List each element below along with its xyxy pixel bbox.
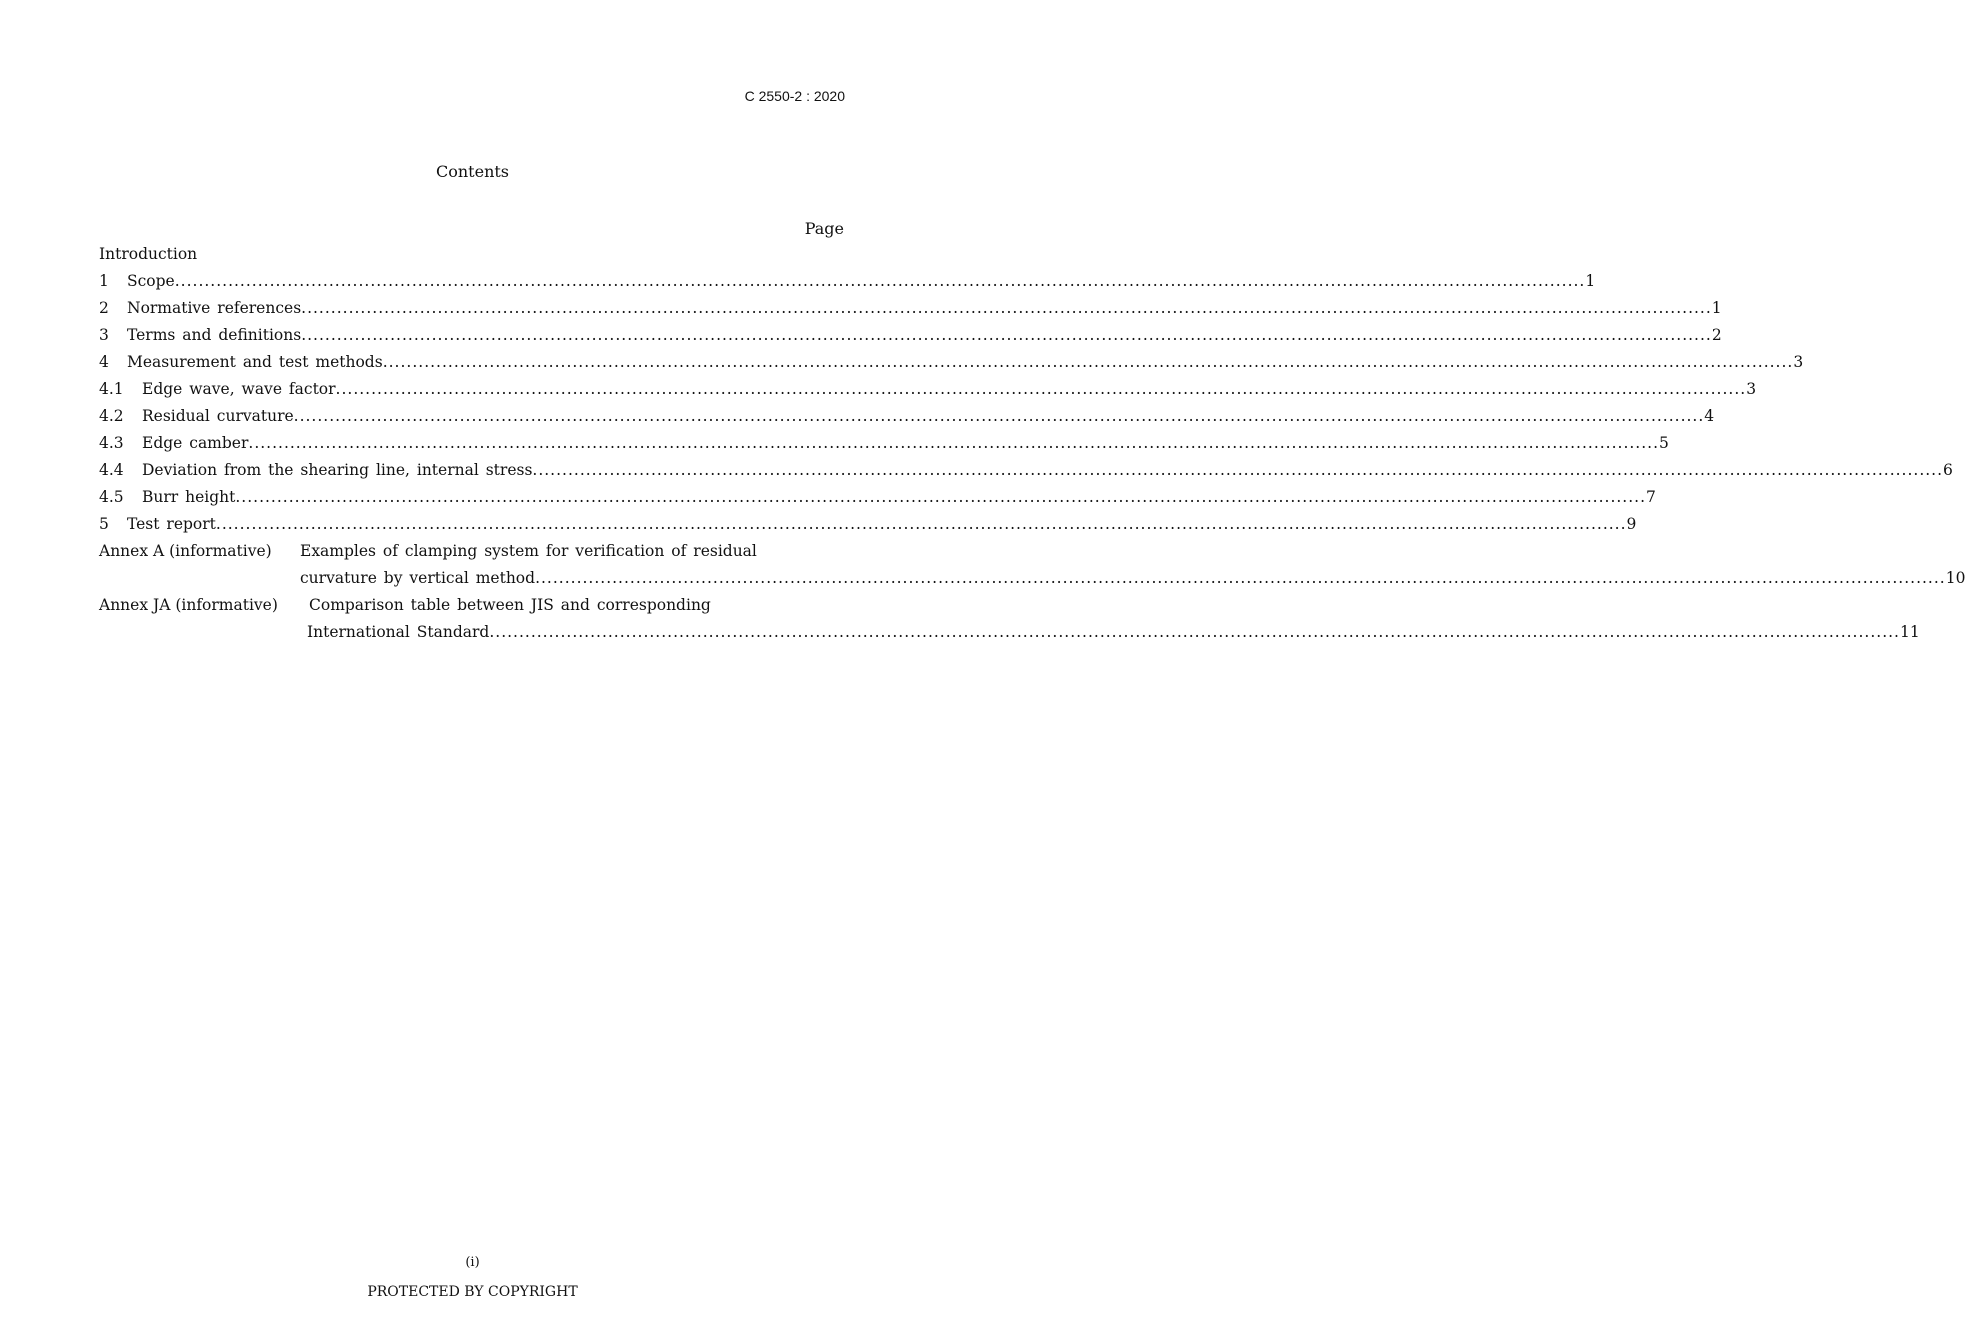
annex-title-line1: Examples of clamping system for verification of residual	[300, 542, 757, 560]
toc-number: 4.2	[99, 407, 124, 425]
toc-title: Measurement and test methods	[127, 353, 383, 371]
annex-name: Annex JA (informative)	[99, 596, 278, 614]
toc-entry[interactable]	[99, 322, 1722, 349]
toc-page: 3	[1746, 380, 1757, 398]
toc-page: 2	[1711, 326, 1722, 344]
toc-leader: ..............................................................................................................................................................................................................................................	[382, 353, 1794, 371]
toc-title: Deviation from the shearing line, internal stress	[142, 461, 533, 479]
annex-name: Annex A (informative)	[99, 542, 272, 560]
toc-leader: ..............................................................................................................................................................................................................................................	[174, 272, 1586, 290]
toc-page: 7	[1646, 488, 1656, 506]
toc-page: 10	[1945, 569, 1965, 587]
page-column-label: Page	[804, 219, 844, 238]
toc-page: 6	[1943, 461, 1953, 479]
toc-number: 2	[99, 299, 109, 317]
toc-annex-a[interactable]	[99, 538, 845, 565]
toc-page: 11	[1899, 623, 1920, 641]
toc-title: Burr height	[142, 488, 236, 506]
toc-number: 4.4	[99, 461, 124, 479]
toc-entry[interactable]	[99, 268, 1596, 295]
toc-entry[interactable]	[99, 403, 1715, 430]
footer-page-number: (i)	[465, 1255, 480, 1270]
toc-number: 4	[99, 353, 109, 371]
toc-number: 1	[99, 272, 109, 290]
toc-leader: ..............................................................................................................................................................................................................................................	[301, 299, 1712, 317]
toc-number: 5	[99, 515, 109, 533]
toc-annex-a-continuation[interactable]	[99, 565, 1965, 592]
toc-entry[interactable]	[99, 430, 1669, 457]
toc-page: 1	[1585, 272, 1596, 290]
annex-title-line2: curvature by vertical method	[300, 569, 536, 587]
toc-number: 4.5	[99, 488, 124, 506]
copyright-notice: PROTECTED BY COPYRIGHT	[367, 1284, 578, 1300]
toc-title: Edge camber	[142, 434, 249, 452]
toc-annex-ja-continuation[interactable]	[99, 619, 1920, 646]
toc-page: 1	[1711, 299, 1722, 317]
toc-entry[interactable]	[99, 295, 1722, 322]
toc-leader: ..............................................................................................................................................................................................................................................	[215, 515, 1627, 533]
toc-annex-ja[interactable]	[99, 592, 845, 619]
table-of-contents	[99, 241, 1965, 646]
toc-title: Test report	[127, 515, 216, 533]
toc-introduction[interactable]	[99, 241, 845, 268]
annex-title-line1: Comparison table between JIS and corresponding	[309, 596, 711, 614]
toc-page: 3	[1793, 353, 1804, 371]
annex-title-line2: International Standard	[307, 623, 490, 641]
toc-title: Scope	[127, 272, 175, 290]
toc-entry[interactable]	[99, 349, 1804, 376]
toc-title: Edge wave, wave factor	[142, 380, 336, 398]
toc-title: Terms and definitions	[127, 326, 302, 344]
toc-leader: ..............................................................................................................................................................................................................................................	[235, 488, 1647, 506]
toc-number: 3	[99, 326, 109, 344]
toc-page: 5	[1659, 434, 1669, 452]
standard-code: C 2550-2 : 2020	[744, 88, 845, 104]
toc-leader: ..............................................................................................................................................................................................................................................	[248, 434, 1660, 452]
toc-leader: ..............................................................................................................................................................................................................................................	[489, 623, 1900, 641]
toc-page: 4	[1704, 407, 1715, 425]
contents-title: Contents	[435, 162, 510, 181]
toc-entry[interactable]	[99, 484, 1656, 511]
toc-leader: ..............................................................................................................................................................................................................................................	[335, 380, 1747, 398]
toc-entry[interactable]	[99, 457, 1953, 484]
toc-page: 9	[1626, 515, 1637, 533]
toc-title: Residual curvature	[142, 407, 294, 425]
toc-leader: ..............................................................................................................................................................................................................................................	[532, 461, 1944, 479]
toc-number: 4.1	[99, 380, 124, 398]
toc-entry[interactable]	[99, 511, 1637, 538]
toc-leader: ..............................................................................................................................................................................................................................................	[301, 326, 1712, 344]
toc-title: Introduction	[99, 245, 198, 263]
toc-entry[interactable]	[99, 376, 1757, 403]
toc-title: Normative references	[127, 299, 302, 317]
toc-number: 4.3	[99, 434, 124, 452]
toc-leader: ..............................................................................................................................................................................................................................................	[535, 569, 1946, 587]
toc-leader: ..............................................................................................................................................................................................................................................	[293, 407, 1705, 425]
